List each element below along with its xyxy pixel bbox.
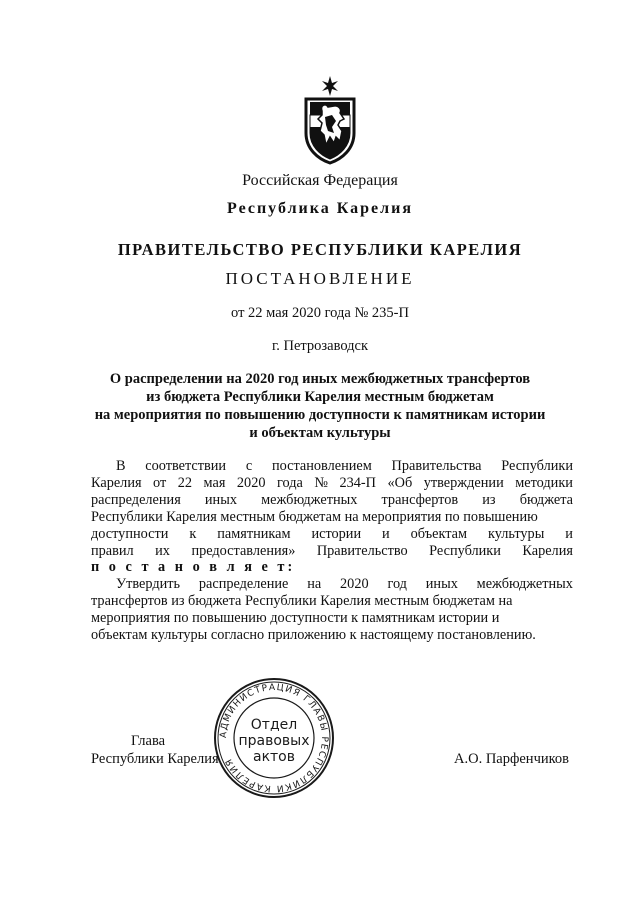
word: В: [116, 458, 126, 474]
department-stamp: [212, 676, 336, 800]
word: объектам: [410, 525, 468, 542]
stamp-line: правовых: [238, 733, 310, 749]
word: и: [382, 525, 390, 542]
text-line: [91, 576, 573, 593]
text-line: [91, 458, 573, 475]
word: утверждении: [423, 474, 504, 491]
word: к: [189, 525, 197, 542]
word: памятникам: [217, 525, 291, 542]
line-text: трансфертов из бюджета Республики Карелия местным бюджетам на: [91, 593, 513, 610]
word: межбюджетных: [476, 576, 573, 593]
word: из: [482, 491, 496, 508]
word: Правительство: [316, 542, 408, 559]
stamp-line: Отдел: [250, 717, 298, 733]
word: правил: [91, 542, 134, 559]
word: Карелия: [91, 474, 142, 491]
text-line: [91, 492, 573, 509]
line-text: объектам культуры согласно приложению к настоящему постановлению.: [91, 627, 536, 644]
document-body: [91, 458, 573, 644]
word: постановлением: [271, 458, 372, 474]
line-text: Республики Карелия местным бюджетам на мероприятия по повышению: [91, 508, 538, 525]
word: №: [314, 474, 328, 491]
word: иных: [204, 491, 237, 508]
word: Республики: [429, 542, 501, 559]
text-line: [91, 475, 573, 492]
word: Республики: [501, 458, 573, 474]
word: на: [307, 576, 322, 593]
word: доступности: [91, 525, 169, 542]
word: 2020: [340, 576, 369, 593]
document-title: [60, 370, 580, 442]
word: межбюджетных: [261, 491, 358, 508]
word: культуры: [487, 525, 545, 542]
word: с: [245, 458, 253, 474]
word: года: [276, 474, 303, 491]
word: 22: [177, 474, 193, 491]
date-number: от 22 мая 2020 года № 235-П: [231, 305, 409, 321]
word: 234-П: [339, 474, 376, 491]
resolves-word: п о с т а н о в л я е т:: [91, 559, 296, 576]
document-type: ПОСТАНОВЛЕНИЕ: [225, 269, 415, 288]
country-name: Российская Федерация: [242, 172, 398, 189]
text-line: [91, 509, 573, 526]
text-line: [91, 593, 573, 610]
city: г. Петрозаводск: [271, 338, 369, 354]
karelia-coat-of-arms-icon: [300, 75, 360, 165]
word: мая: [203, 474, 226, 491]
word: соответствии: [145, 458, 227, 474]
text-line: [91, 526, 573, 543]
text-line: [91, 610, 573, 627]
stamp-ring-text: АДМИНИСТРАЦИЯ ГЛАВЫ РЕСПУБЛИКИ КАРЕЛИЯ: [218, 682, 330, 794]
republic-name: Республика Карелия: [227, 200, 413, 217]
word: истории: [311, 525, 362, 542]
word: иных: [425, 576, 458, 593]
title-line: и объектам культуры: [249, 425, 391, 441]
title-line: из бюджета Республики Карелия местным бюджетам: [146, 389, 494, 405]
signatory-position-line1: Глава: [131, 733, 166, 749]
text-line: [91, 627, 573, 644]
word: год: [387, 576, 407, 593]
word: распределение: [198, 576, 289, 593]
word: предоставления»: [191, 542, 296, 559]
title-line: на мероприятия по повышению доступности к памятникам истории: [94, 407, 546, 423]
word: и: [565, 525, 573, 542]
word: «Об: [387, 474, 413, 491]
word: от: [153, 474, 167, 491]
word: Карелия: [522, 542, 573, 559]
word: 2020: [236, 474, 266, 491]
word: их: [155, 542, 170, 559]
signatory-position-line2: Республики Карелия: [91, 751, 219, 767]
paragraph-operative: [91, 576, 573, 644]
word: бюджета: [519, 491, 573, 508]
line-text: мероприятия по повышению доступности к памятникам истории и: [91, 610, 500, 627]
word: методики: [515, 474, 573, 491]
text-line: [91, 543, 573, 560]
paragraph-preamble: [91, 458, 573, 559]
stamp-line: актов: [252, 749, 296, 765]
government-title: ПРАВИТЕЛЬСТВО РЕСПУБЛИКИ КАРЕЛИЯ: [117, 240, 523, 259]
word: трансфертов: [381, 491, 459, 508]
word: распределения: [91, 491, 181, 508]
word: Правительства: [391, 458, 482, 474]
title-line: О распределении на 2020 год иных межбюджетных трансфертов: [109, 371, 531, 387]
signatory-name: А.О. Парфенчиков: [454, 751, 570, 767]
word: Утвердить: [116, 576, 181, 593]
